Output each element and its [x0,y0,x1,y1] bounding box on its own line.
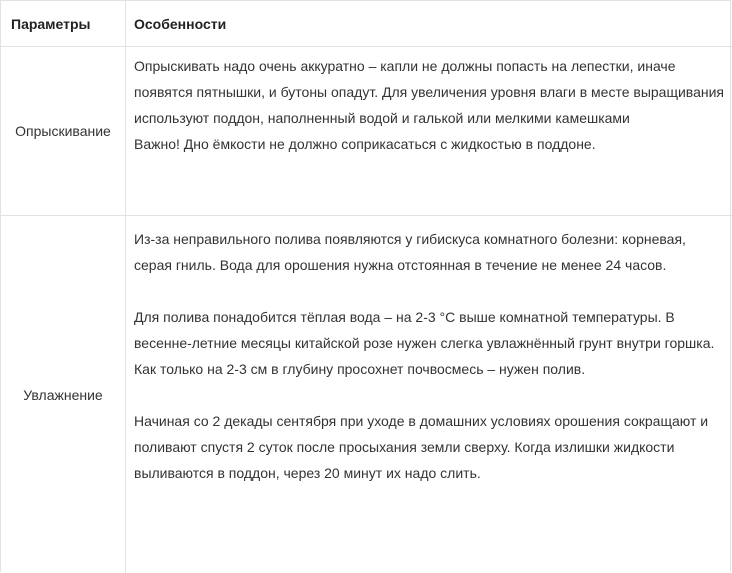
paragraph: Опрыскивать надо очень аккуратно – капли не должны попасть на лепестки, иначе появятся пятнышки, и бутоны опадут. Для увеличения уровня влаги в месте выращивания используют поддон, наполненный водой и галькой или мелкими камешками Важно! Дно ёмкости не должно соприкасаться с жидкостью в поддоне. [134,58,725,152]
paragraph: Для полива понадобится тёплая вода – на 2-3 °C выше комнатной температуры. В весенне-летние месяцы китайской розе нужен слегка увлажнённый грунт внутри горшка. Как только на 2-3 см в глубину просохнет почвосмесь – нужен полив. [134,309,715,377]
row-param-watering: Увлажнение [23,386,103,403]
paragraph: Начиная со 2 декады сентября при уходе в домашних условиях орошения сокращают и поливают спустя 2 суток после просыхания земли сверху. Когда излишки жидкости выливаются в поддон, через 20 минут их надо слить. [134,413,709,481]
row-features-watering [134,226,724,486]
column-divider [125,1,126,573]
paragraph: Из-за неправильного полива появляются у гибискуса комнатного болезни: корневая, серая гниль. Вода для орошения нужна отстоянная в течение не менее 24 часов. [134,231,686,273]
row-param-spraying: Опрыскивание [15,123,111,139]
header-features: Особенности [134,16,227,32]
row-features-spraying [134,53,724,157]
header-params: Параметры [11,16,91,32]
